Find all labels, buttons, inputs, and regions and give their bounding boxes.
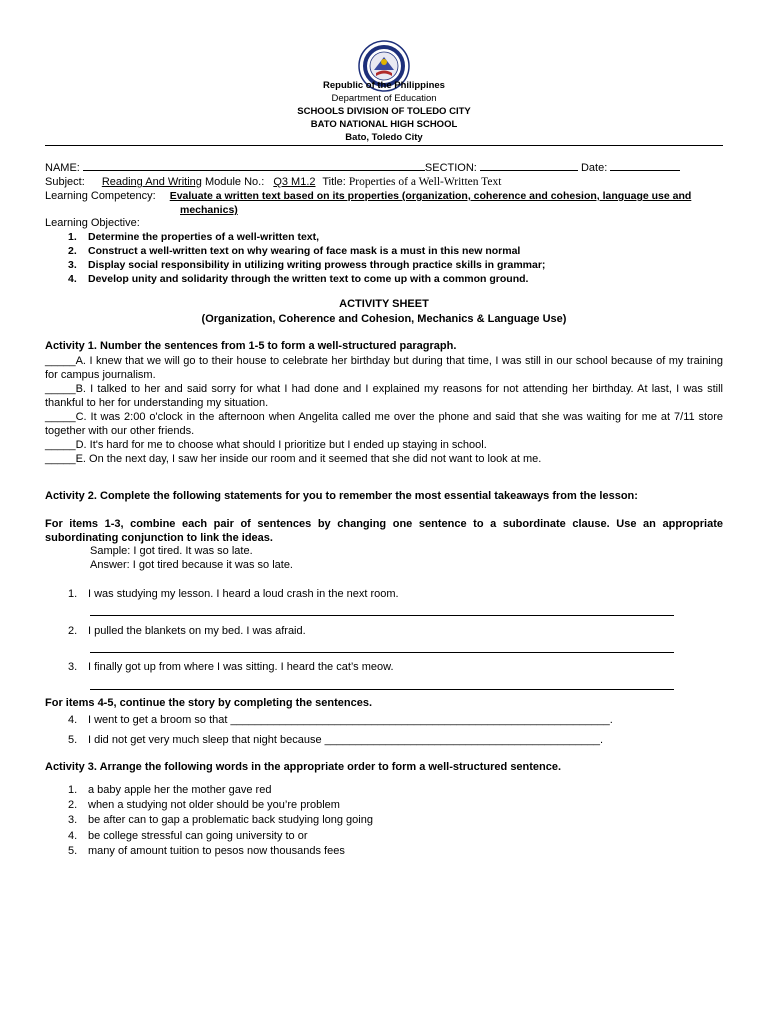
activity-sheet-title: ACTIVITY SHEET bbox=[339, 298, 429, 310]
item-num: 4. bbox=[68, 830, 78, 842]
objective-text: Construct a well-written text on why wearing of face mask is a must in this new normal bbox=[88, 245, 521, 257]
item-text: I was studying my lesson. I heard a loud crash in the next room. bbox=[88, 588, 399, 600]
answer-line[interactable] bbox=[90, 652, 674, 653]
competency-value: Evaluate a written text based on its properties (organization, coherence and cohesion, language use and bbox=[169, 190, 692, 202]
subject-label: Subject: bbox=[45, 176, 88, 188]
objective-item bbox=[68, 245, 520, 257]
item-num: 2. bbox=[68, 625, 78, 637]
item-text: be college stressful can going university to or bbox=[88, 830, 308, 842]
activity2-item bbox=[68, 714, 613, 726]
activity2-item bbox=[68, 661, 394, 673]
answer-line[interactable] bbox=[90, 615, 674, 616]
name-blank[interactable] bbox=[83, 170, 425, 171]
header-divider bbox=[45, 145, 723, 146]
name-row bbox=[45, 162, 680, 175]
objective-item bbox=[68, 231, 319, 243]
item-text: many of amount tuition to pesos now thousands fees bbox=[88, 845, 345, 857]
item-num: 1. bbox=[68, 588, 78, 600]
activity1-title: Activity 1. Number the sentences from 1-5 to form a well-structured paragraph. bbox=[45, 340, 457, 352]
item-num: 3. bbox=[68, 814, 78, 826]
activity3-title: Activity 3. Arrange the following words in the appropriate order to form a well-structured sentence. bbox=[45, 761, 562, 773]
competency-row bbox=[45, 190, 691, 203]
header-department: Department of Education bbox=[331, 93, 437, 104]
date-blank[interactable] bbox=[610, 170, 680, 171]
subject-value: Reading And Writing bbox=[101, 176, 202, 188]
objective-num: 1. bbox=[68, 231, 77, 243]
activity3-item bbox=[68, 814, 373, 826]
header-division: SCHOOLS DIVISION OF TOLEDO CITY bbox=[297, 106, 471, 117]
item-num: 5. bbox=[68, 845, 78, 857]
item-num: 2. bbox=[68, 799, 78, 811]
item-text: be after can to gap a problematic back studying long going bbox=[88, 814, 373, 826]
objective-label: Learning Objective: bbox=[45, 217, 140, 229]
activity2-instruction: For items 1-3, combine each pair of sentences by changing one sentence to a subordinate clause. Use an appropriate subordinating conjunction to link the ideas. bbox=[45, 518, 723, 544]
activity2-sample: Sample: I got tired. It was so late. bbox=[90, 545, 253, 557]
activity1-item-d: _____D. It's hard for me to choose what should I prioritize but I ended up staying in school. bbox=[45, 439, 487, 451]
objective-item bbox=[68, 273, 528, 285]
activity2-answer: Answer: I got tired because it was so late. bbox=[90, 559, 293, 571]
activity1-item-c: _____C. It was 2:00 o'clock in the afternoon when Angelita called me over the phone and said that she was waiting for me at 7/11 store together with our other friends. bbox=[45, 411, 723, 437]
answer-line[interactable] bbox=[90, 689, 674, 690]
activity-sheet-subtitle: (Organization, Coherence and Cohesion, Mechanics & Language Use) bbox=[201, 313, 567, 325]
objective-text: Determine the properties of a well-written text, bbox=[88, 231, 320, 243]
item-num: 3. bbox=[68, 661, 78, 673]
activity1-item-a: _____A. I knew that we will go to their house to celebrate her birthday but during that time, I was still in our school because of my training for campus journalism. bbox=[45, 355, 723, 381]
activity3-item bbox=[68, 830, 308, 842]
activity2-instruction2: For items 4-5, continue the story by completing the sentences. bbox=[45, 697, 373, 709]
item-text: when a studying not older should be you’re problem bbox=[88, 799, 340, 811]
competency-value-cont: mechanics) bbox=[180, 204, 238, 216]
item-num: 4. bbox=[68, 714, 78, 726]
section-blank[interactable] bbox=[480, 170, 578, 171]
name-label: NAME: bbox=[45, 162, 83, 174]
objective-item bbox=[68, 259, 545, 271]
item-text: I went to get a broom so that ______________________________________________________________. bbox=[88, 714, 613, 726]
header-school: BATO NATIONAL HIGH SCHOOL bbox=[310, 119, 458, 130]
objective-text: Display social responsibility in utilizing writing prowess through practice skills in grammar; bbox=[88, 259, 546, 271]
competency-label: Learning Competency: bbox=[45, 190, 156, 202]
objective-num: 4. bbox=[68, 273, 77, 285]
module-value: Q3 M1.2 bbox=[273, 176, 316, 188]
module-label: Module No.: bbox=[201, 176, 268, 188]
item-text: I did not get very much sleep that night because _____________________________________________. bbox=[88, 734, 603, 746]
activity3-item bbox=[68, 845, 345, 857]
activity1-item-b: _____B. I talked to her and said sorry for what I had done and I explained my reasons for not attending her birthday. At last, I was still thankful to her for understanding my situation. bbox=[45, 383, 723, 409]
activity3-item bbox=[68, 784, 271, 796]
objective-num: 2. bbox=[68, 245, 77, 257]
activity3-item bbox=[68, 799, 340, 811]
item-num: 5. bbox=[68, 734, 78, 746]
activity2-item bbox=[68, 734, 603, 746]
activity2-item bbox=[68, 588, 399, 600]
objective-text: Develop unity and solidarity through the written text to come up with a common ground. bbox=[88, 273, 529, 285]
item-num: 1. bbox=[68, 784, 78, 796]
header-republic: Republic of the Philippines bbox=[323, 80, 445, 91]
activity2-item bbox=[68, 625, 306, 637]
objective-num: 3. bbox=[68, 259, 77, 271]
date-label: Date: bbox=[577, 162, 611, 174]
activity1-item-e: _____E. On the next day, I saw her inside our room and it seemed that she did not want to look at me. bbox=[45, 453, 542, 465]
header-address: Bato, Toledo City bbox=[345, 132, 423, 143]
item-text: I finally got up from where I was sitting. I heard the cat’s meow. bbox=[88, 661, 394, 673]
item-text: a baby apple her the mother gave red bbox=[88, 784, 272, 796]
activity2-title: Activity 2. Complete the following statements for you to remember the most essential takeaways from the lesson: bbox=[45, 490, 638, 502]
section-label: SECTION: bbox=[424, 162, 480, 174]
item-text: I pulled the blankets on my bed. I was afraid. bbox=[88, 625, 306, 637]
title-label: Title: bbox=[319, 176, 349, 188]
subject-row bbox=[45, 176, 501, 189]
title-value: Properties of a Well-Written Text bbox=[348, 176, 502, 188]
